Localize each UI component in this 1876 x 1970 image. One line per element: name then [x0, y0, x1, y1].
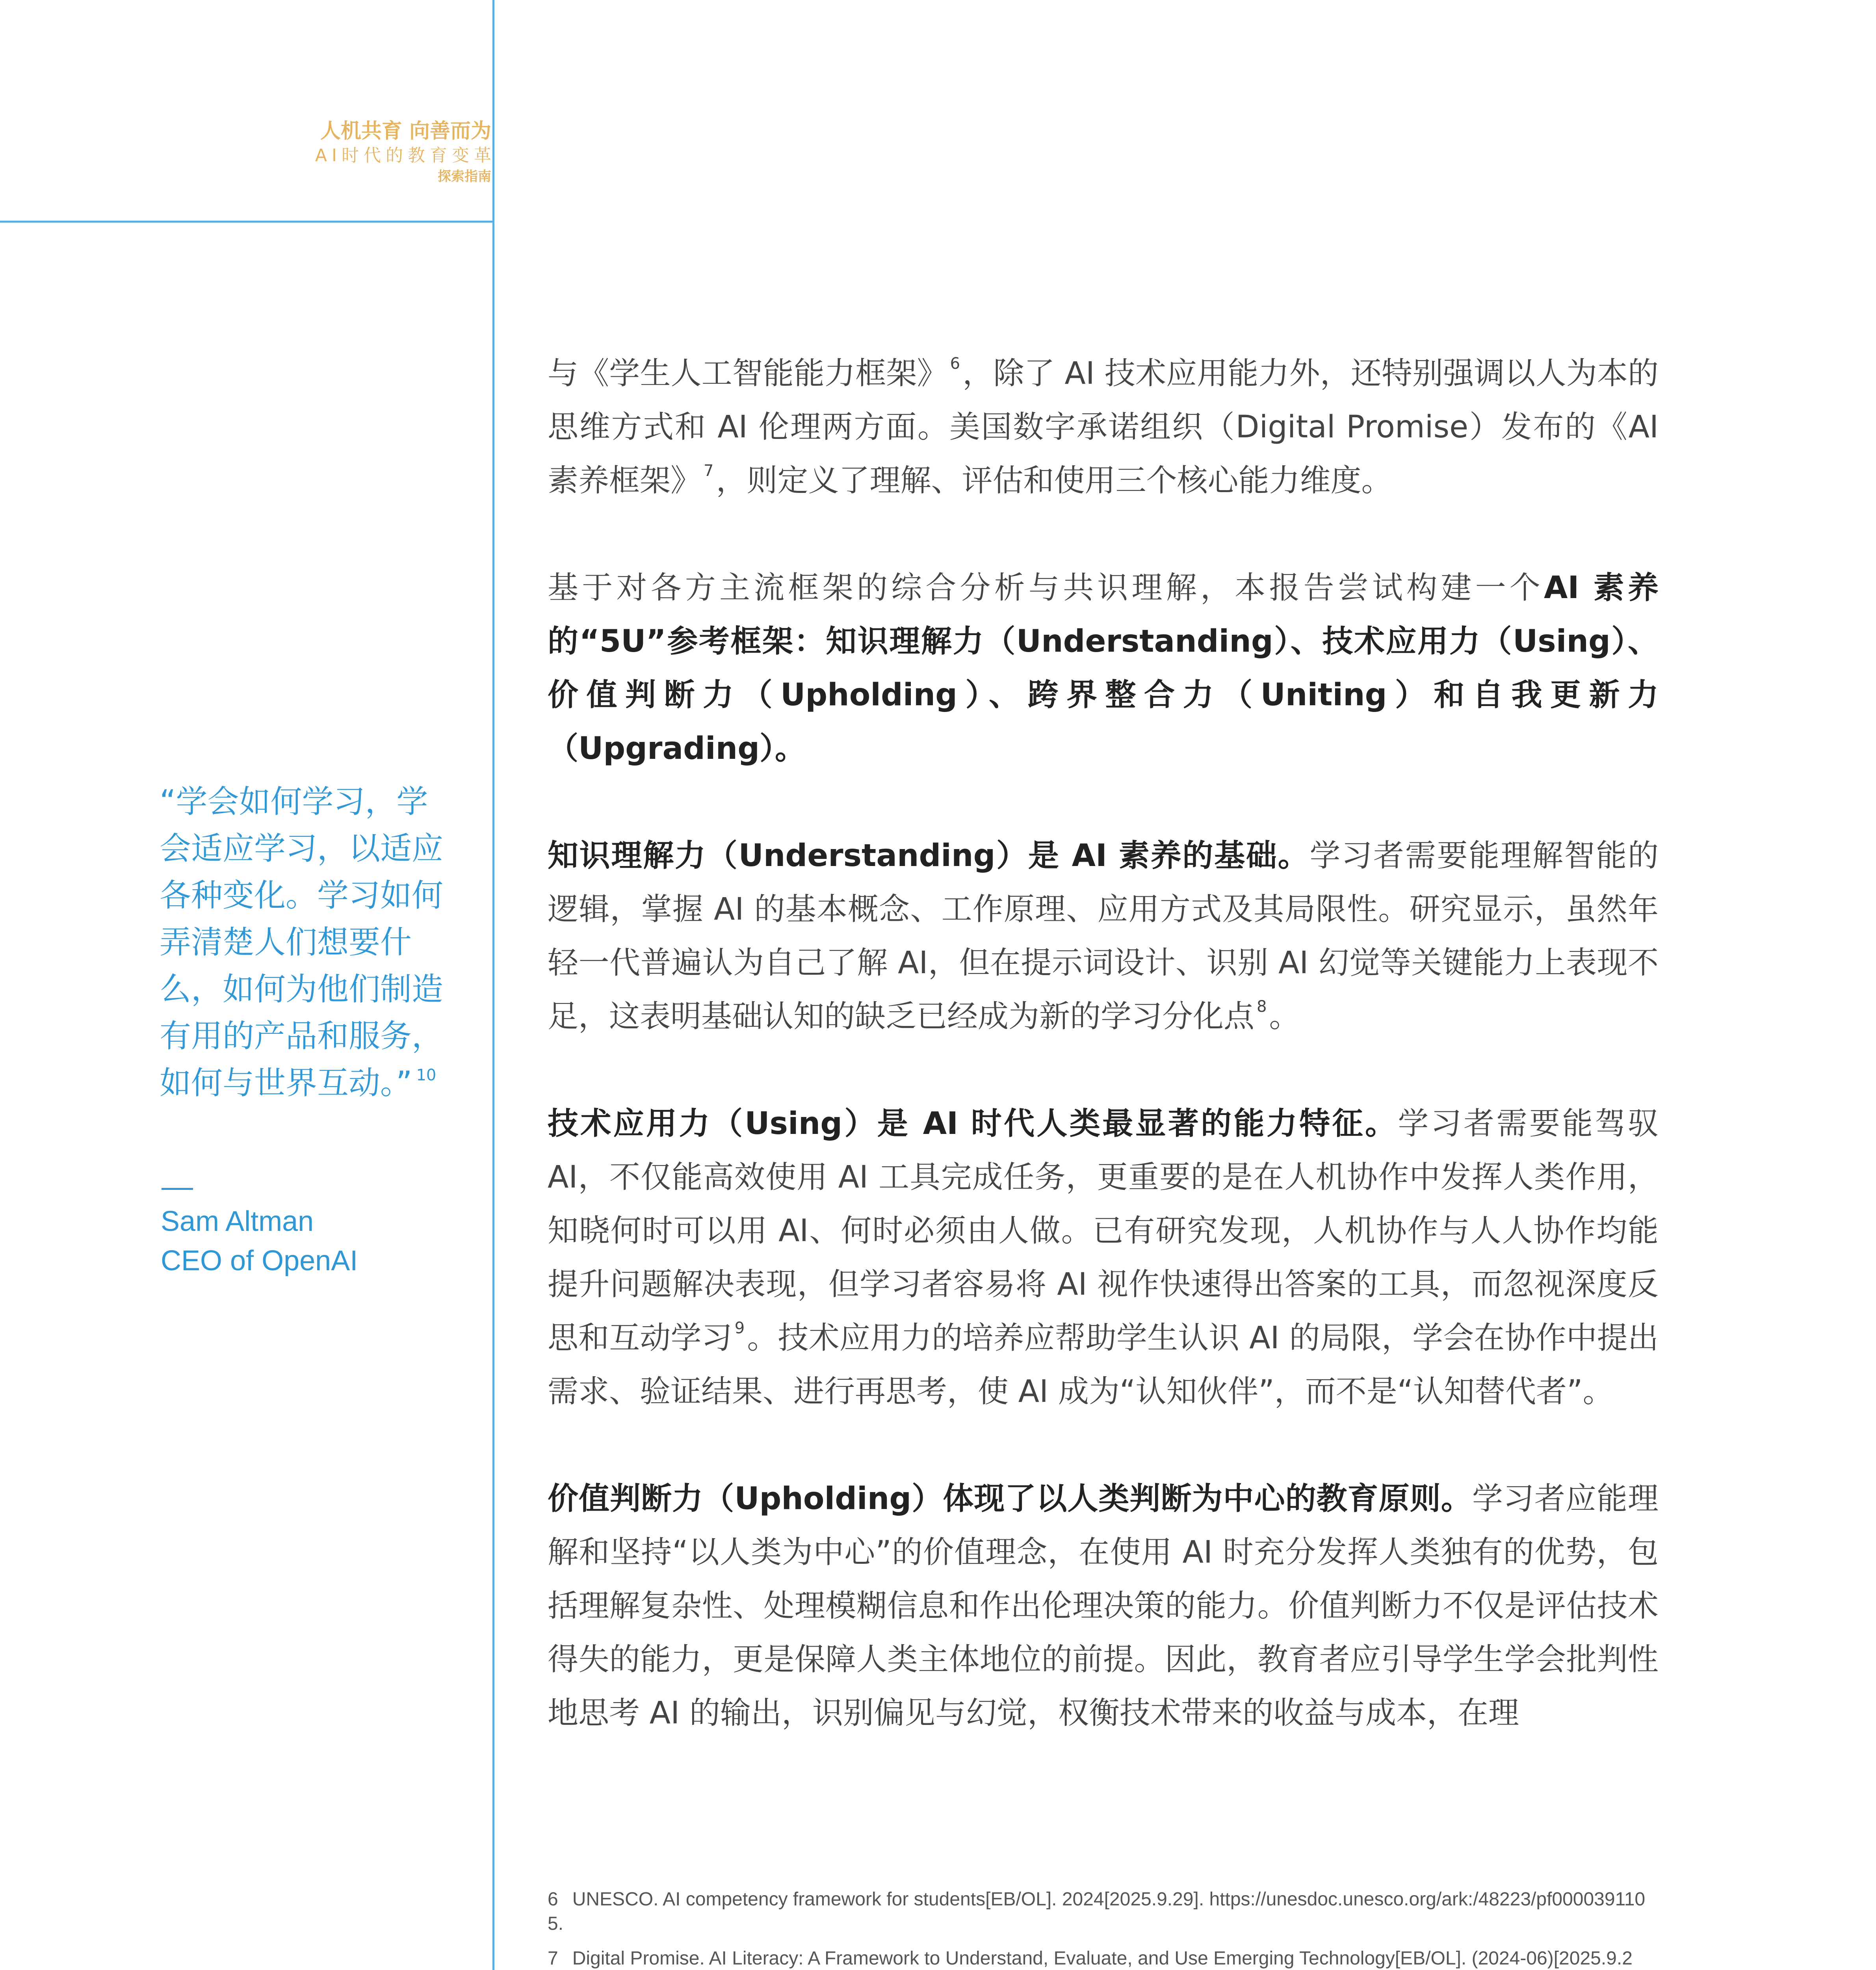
p3-bold-lead: 知识理解力（Understanding）是 AI 素养的基础。 [548, 838, 1310, 873]
footnote-ref-8[interactable]: 8 [1257, 998, 1267, 1016]
paragraph-4 [548, 1097, 1659, 1418]
quote-attribution [161, 1202, 358, 1280]
header-subtitle: AI时代的教育变革 [315, 145, 496, 165]
p4-bold-lead: 技术应用力（Using）是 AI 时代人类最显著的能力特征。 [548, 1106, 1398, 1141]
running-header [315, 118, 496, 186]
footnote [548, 1887, 1651, 1936]
footnote-ref-6[interactable]: 6 [950, 355, 960, 373]
p4-text-b: 。技术应用力的培养应帮助学生认识 AI 的局限，学会在协作中提出需求、验证结果、进行再思考，使 AI 成为“认知伙伴”，而不是“认知替代者”。 [548, 1320, 1659, 1409]
p2-text: 基于对各方主流框架的综合分析与共识理解，本报告尝试构建一个 [548, 570, 1544, 606]
paragraph-1 [548, 347, 1659, 507]
header-tagline: 探索指南 [438, 169, 491, 184]
paragraph-2 [548, 561, 1659, 775]
quote-author: Sam Altman [161, 1206, 314, 1237]
footnote-text: Digital Promise. AI Literacy: A Framework to Understand, Evaluate, and Use Emerging Technology[EB/OL]. (2024-06)[2025.9.2 [572, 1948, 1633, 1969]
p5-text-a: 学习者应能理解和坚持“以人类为中心”的价值理念，在使用 AI 时充分发挥人类独有的优势，包括理解复杂性、处理模糊信息和作出伦理决策的能力。价值判断力不仅是评估技术得失的能力，更是保障人类主体地位的前提。因此，教育者应引导学生学会批判性地思考 AI 的输出，识别偏见与幻觉，权衡技术带来的收益与成本，在理 [548, 1481, 1659, 1731]
p4-text-a: 学习者需要能驾驭 AI，不仅能高效使用 AI 工具完成任务，更重要的是在人机协作中发挥人类作用，知晓何时可以用 AI、何时必须由人做。已有研究发现，人机协作与人人协作均能提升问题解决表现，但学习者容易将 AI 视作快速得出答案的工具，而忽视深度反思和互动学习 [548, 1106, 1659, 1356]
header-divider [0, 221, 494, 223]
pull-quote-ref[interactable]: 10 [416, 1066, 436, 1084]
footnotes [548, 1887, 1651, 1970]
footnote-text: UNESCO. AI competency framework for students[EB/OL]. 2024[2025.9.29]. https://unesdoc.unesco.org/ark:/48223/pf0000391105. [548, 1889, 1646, 1934]
quote-author-title: CEO of OpenAI [161, 1245, 358, 1277]
footnote-number: 6 [548, 1889, 558, 1910]
p1-text-c: ，则定义了理解、评估和使用三个核心能力维度。 [716, 463, 1392, 498]
footnote-number: 7 [548, 1948, 558, 1969]
column-divider [492, 0, 494, 1970]
p3-text-a: 学习者需要能理解智能的逻辑，掌握 AI 的基本概念、工作原理、应用方式及其局限性。研究显示，虽然年轻一代普遍认为自己了解 AI，但在提示词设计、识别 AI 幻觉等关键能力上表现不足，这表明基础认知的缺乏已经成为新的学习分化点 [548, 838, 1659, 1034]
p1-text-a: 与《学生人工智能能力框架》 [548, 356, 948, 391]
footnote-ref-7[interactable]: 7 [704, 462, 714, 480]
p3-text-b: 。 [1269, 999, 1300, 1034]
attribution-dash [162, 1188, 193, 1190]
paragraph-3 [548, 829, 1659, 1043]
footnote [548, 1946, 1651, 1970]
footnote-ref-9[interactable]: 9 [734, 1319, 745, 1337]
pull-quote [160, 778, 459, 1106]
header-title: 人机共育 向善而为 [320, 119, 491, 143]
p2-bold-framework: AI 素养的“5U”参考框架：知识理解力（Understanding）、技术应用力（Using）、价值判断力（Upholding）、跨界整合力（Uniting）和自我更新力（Upgrading）。 [548, 570, 1659, 766]
p1-text-b: ，除了 AI 技术应用能力外，还特别强调以人为本的思维方式和 AI 伦理两方面。美国数字承诺组织（Digital Promise）发布的《AI 素养框架》 [548, 356, 1659, 498]
main-body [548, 347, 1659, 1793]
p5-bold-lead: 价值判断力（Upholding）体现了以人类判断为中心的教育原则。 [548, 1481, 1472, 1517]
pull-quote-text: “学会如何学习，学会适应学习，以适应各种变化。学习如何弄清楚人们想要什么，如何为他们制造有用的产品和服务，如何与世界互动。” [160, 783, 443, 1101]
paragraph-5 [548, 1472, 1659, 1740]
